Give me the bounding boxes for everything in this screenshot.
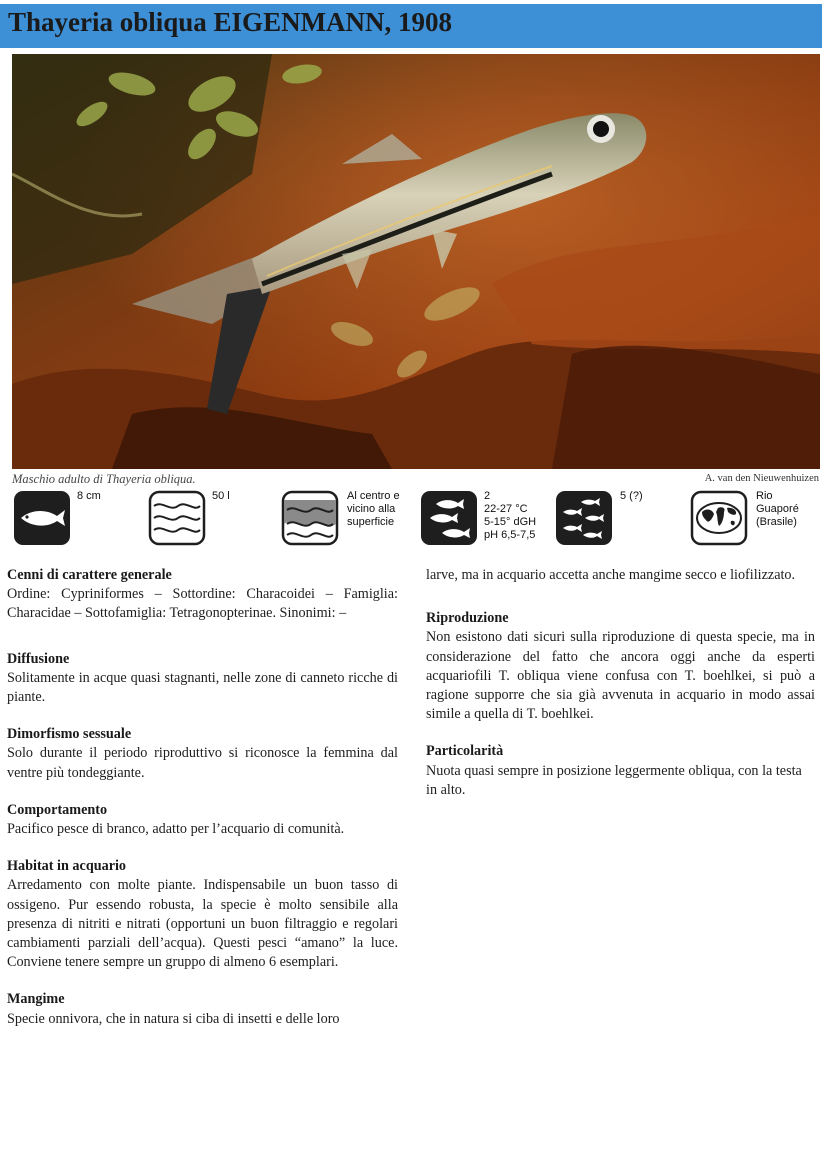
section-diffusione (7, 650, 398, 708)
section-heading: Particolarità (426, 743, 504, 760)
section-particolarita (426, 742, 815, 800)
photo-credit: A. van den Nieuwenhuizen (704, 473, 819, 484)
section-heading: Dimorfismo sessuale (7, 726, 132, 743)
section-heading: Diffusione (7, 650, 70, 667)
section-text: Pacifico pesce di branco, adatto per l’acquario di comunità. (7, 821, 345, 838)
water-params-label: 2 22-27 °C 5-15° dGH pH 6,5-7,5 (484, 490, 537, 541)
section-text: Solo durante il periodo riproduttivo si riconosce la femmina dal ventre più tondeggiante. (7, 745, 398, 781)
section-text: larve, ma in acquario accetta anche mangime secco e liofilizzato. (426, 567, 796, 583)
page-title: Thayeria obliqua EIGENMANN, 1908 (8, 7, 453, 37)
text-column-right (426, 566, 815, 818)
section-heading: Riproduzione (426, 610, 509, 627)
tank-volume-label: 50 l (212, 490, 230, 502)
section-dimorfismo (7, 725, 398, 783)
section-mangime-continued (426, 566, 815, 585)
section-heading: Comportamento (7, 801, 108, 818)
globe-icon (690, 490, 748, 546)
tank-volume-icon (148, 490, 206, 546)
water-params-icon (420, 490, 478, 546)
section-text: Specie onnivora, che in natura si ciba di insetti e delle loro (7, 1010, 340, 1027)
section-text: Arredamento con molte piante. Indispensabile un buon tasso di ossigeno. Pur essendo robusta, la specie è molto sensibile alla presenza di nitriti e nitrati (opportuni un buon filtraggio e regolari cambiamenti parziali dell’acqua). Questi pesci “amano” la luce. Conviene tenere sempre un gruppo di almeno 6 esemplari. (7, 877, 398, 971)
section-cenni (7, 566, 398, 624)
title-bar (0, 4, 822, 48)
fish-photo (12, 54, 820, 469)
text-column-left (7, 566, 398, 1047)
section-text: Solitamente in acque quasi stagnanti, nelle zone di canneto ricche di piante. (7, 669, 398, 706)
swim-zone-icon (281, 490, 339, 546)
section-heading: Habitat in acquario (7, 858, 127, 875)
fish-size-label: 8 cm (77, 490, 101, 502)
school-fish-label: 5 (?) (620, 490, 643, 502)
section-riproduzione (426, 609, 815, 724)
section-mangime (7, 990, 398, 1028)
section-heading: Cenni di carattere generale (7, 567, 172, 583)
globe-label: Rio Guaporé (Brasile) (756, 490, 799, 528)
photo-caption: Maschio adulto di Thayeria obliqua. (12, 472, 196, 486)
section-text: Ordine: Cypriniformes – Sottordine: Characoidei – Famiglia: Characidae – Sottofamiglia: Tetragonopterinae. Sinonimi: – (7, 586, 398, 622)
fish-photo-illustration (12, 54, 820, 469)
section-habitat (7, 857, 398, 972)
section-text: Nuota quasi sempre in posizione leggermente obliqua, con la testa in alto. (426, 762, 802, 798)
section-comportamento (7, 801, 398, 839)
fish-size-icon (13, 490, 71, 546)
swim-zone-label: Al centro e vicino alla superficie (347, 490, 400, 528)
school-fish-icon (555, 490, 613, 546)
section-text: Non esistono dati sicuri sulla riproduzione di questa specie, ma in considerazione del fatto che ancora oggi anche da esperti acquariofili T. obliqua viene confusa con T. boehlkei, si può a ragione supporre che sia già avvenuta in acquario in modo assai simile a quella di T. boehlkei. (426, 629, 815, 723)
section-heading: Mangime (7, 991, 65, 1008)
